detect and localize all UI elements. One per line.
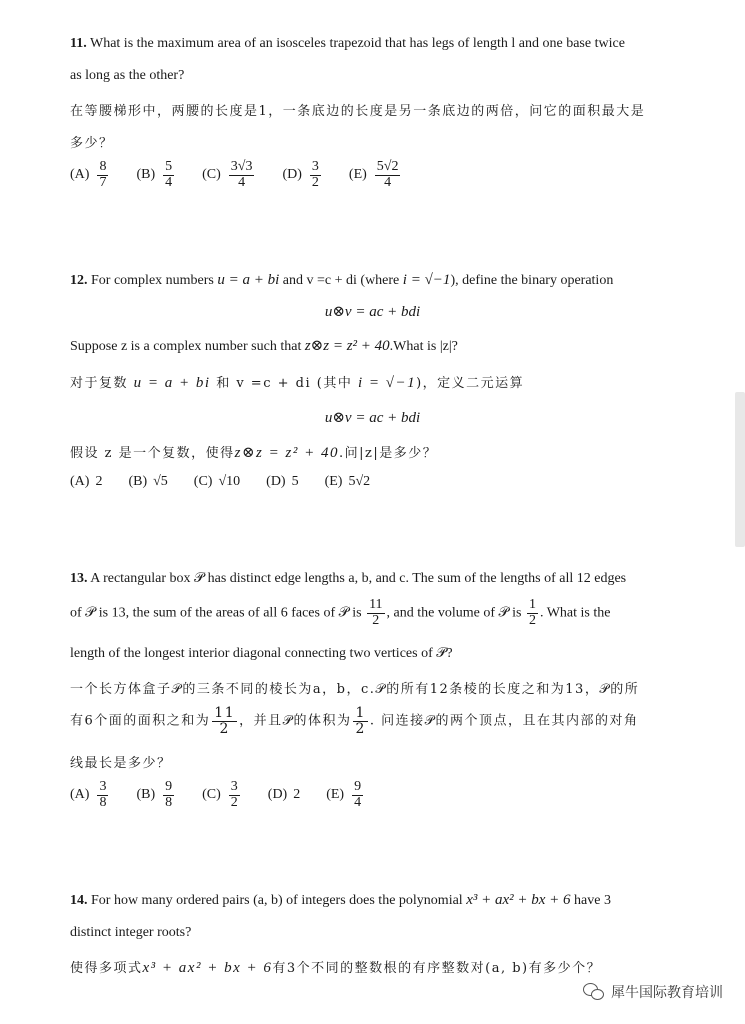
answer-choice bbox=[268, 787, 300, 803]
choice-label: (B) bbox=[136, 167, 156, 183]
choice-label: (D) bbox=[282, 167, 302, 183]
q12-choices bbox=[70, 474, 396, 490]
q13-en-line3: length of the longest interior diagonal connecting two vertices of 𝒫? bbox=[70, 646, 453, 661]
q11-number: 11. bbox=[70, 36, 87, 51]
q11-en-line1: 11. What is the maximum area of an isosceles trapezoid that has legs of length l and one base twice bbox=[70, 36, 625, 51]
fraction: $\frac{9}{8}$ bbox=[165, 779, 173, 810]
fraction: $\frac{1}{2}$ bbox=[355, 705, 366, 737]
q12-operation: u⊗v = ac + bdi bbox=[324, 304, 421, 320]
choice-value: 2 bbox=[95, 474, 103, 489]
q14-en-line1: 14. For how many ordered pairs (a, b) of integers does the polynomial x³ + ax² + bx + 6 have 3 bbox=[70, 892, 611, 908]
answer-choice bbox=[349, 160, 403, 190]
q11-cn-line2: 多少？ bbox=[70, 136, 114, 151]
fraction: $\frac{9}{4}$ bbox=[354, 779, 362, 810]
q13-en-line2: of 𝒫 is 13, the sum of the areas of all 6 faces of 𝒫 is $\frac{11}{2}$ , and the volume of 𝒫 is $\frac{1}{2}$ . What is the bbox=[70, 597, 611, 628]
choice-label: (C) bbox=[202, 167, 221, 183]
q12-number: 12. bbox=[70, 273, 88, 288]
answer-choice bbox=[70, 780, 110, 810]
q13-choices bbox=[70, 780, 391, 810]
q12-operation-cn: u⊗v = ac + bdi bbox=[324, 410, 421, 426]
choice-label: (E) bbox=[324, 474, 343, 489]
choice-label: (A) bbox=[70, 167, 90, 183]
choice-label: (E) bbox=[348, 167, 367, 183]
fraction: $\frac{3}{2}$ bbox=[230, 779, 238, 810]
q13-cn-line1: 一个长方体盒子𝒫的三条不同的棱长为a，b，c.𝒫的所有12条棱的长度之和为13，𝒫的所 bbox=[70, 682, 640, 697]
choice-label: (D) bbox=[266, 474, 286, 489]
choice-value: 5√2 bbox=[348, 474, 371, 489]
q12-cn-line1: 对于复数 u = a + bi 和 v =c + di (其中 i = √−1)，定义二元运算 bbox=[70, 375, 525, 391]
fraction: $\frac{11}{2}$ bbox=[369, 597, 383, 628]
choice-value: √5 bbox=[153, 474, 168, 489]
answer-choice bbox=[194, 474, 240, 490]
answer-choice bbox=[266, 474, 298, 490]
fraction: $\frac{5}{4}$ bbox=[165, 159, 173, 190]
answer-choice bbox=[70, 160, 110, 190]
answer-choice bbox=[70, 474, 102, 490]
choice-label: (E) bbox=[326, 787, 345, 803]
fraction: $\frac{3}{8}$ bbox=[99, 779, 107, 810]
choice-label: (C) bbox=[193, 474, 213, 489]
q14-cn-line1: 使得多项式x³ + ax² + bx + 6有3个不同的整数根的有序整数对(a, b)有多少个？ bbox=[70, 960, 602, 976]
choice-label: (D) bbox=[267, 787, 288, 803]
choice-label: (B) bbox=[136, 787, 156, 803]
q14-number: 14. bbox=[70, 893, 88, 908]
fraction: $\frac{5√2}{4}$ bbox=[376, 159, 399, 190]
answer-choice bbox=[128, 474, 167, 490]
answer-choice bbox=[136, 780, 176, 810]
q13-cn-line3: 线最长是多少？ bbox=[70, 756, 172, 771]
choice-label: (A) bbox=[70, 474, 90, 489]
fraction: $\frac{8}{7}$ bbox=[99, 159, 107, 190]
q12-en-line1: 12. For complex numbers u = a + bi and v =c + di (where i = √−1), define the binary operation bbox=[70, 272, 614, 288]
wechat-icon bbox=[583, 983, 605, 1001]
q11-choices bbox=[70, 160, 428, 190]
watermark: 犀牛国际教育培训 bbox=[583, 982, 723, 1002]
fraction: $\frac{11}{2}$ bbox=[214, 705, 236, 737]
q13-en-line1: 13. A rectangular box 𝒫 has distinct edge lengths a, b, and c. The sum of the lengths of all 12 edges bbox=[70, 571, 627, 586]
q12-cn-suppose: 假设 z 是一个复数，使得z⊗z = z² + 40.问|z|是多少？ bbox=[70, 445, 438, 461]
choice-value: 5 bbox=[291, 474, 299, 489]
answer-choice bbox=[136, 160, 176, 190]
q11-en-line2: as long as the other? bbox=[70, 68, 185, 83]
q11-cn-line1: 在等腰梯形中，两腰的长度是1，一条底边的长度是另一条底边的两倍，问它的面积最大是 bbox=[70, 104, 646, 119]
fraction: $\frac{3√3}{4}$ bbox=[230, 159, 253, 190]
answer-choice bbox=[326, 780, 365, 810]
answer-choice bbox=[202, 160, 256, 190]
choice-label: (B) bbox=[128, 474, 148, 489]
choice-value: √10 bbox=[218, 474, 241, 489]
choice-label: (C) bbox=[202, 787, 221, 803]
q13-cn-line2: 有6个面的面积之和为 $\frac{11}{2}$ ，并且𝒫的体积为 $\frac{1}{2}$ . 问连接𝒫的两个顶点，且在其内部的对角 bbox=[70, 705, 639, 737]
q14-en-line2: distinct integer roots? bbox=[70, 925, 192, 940]
answer-choice bbox=[282, 160, 322, 190]
q12-en-suppose: Suppose z is a complex number such that z⊗z = z² + 40.What is |z|? bbox=[70, 338, 458, 354]
answer-choice bbox=[202, 780, 242, 810]
q13-number: 13. bbox=[70, 571, 88, 586]
scrollbar[interactable] bbox=[735, 392, 745, 547]
choice-label: (A) bbox=[70, 787, 90, 803]
fraction: $\frac{1}{2}$ bbox=[528, 597, 536, 628]
choice-value: 2 bbox=[293, 787, 301, 803]
fraction: $\frac{3}{2}$ bbox=[311, 159, 319, 190]
answer-choice bbox=[325, 474, 371, 490]
